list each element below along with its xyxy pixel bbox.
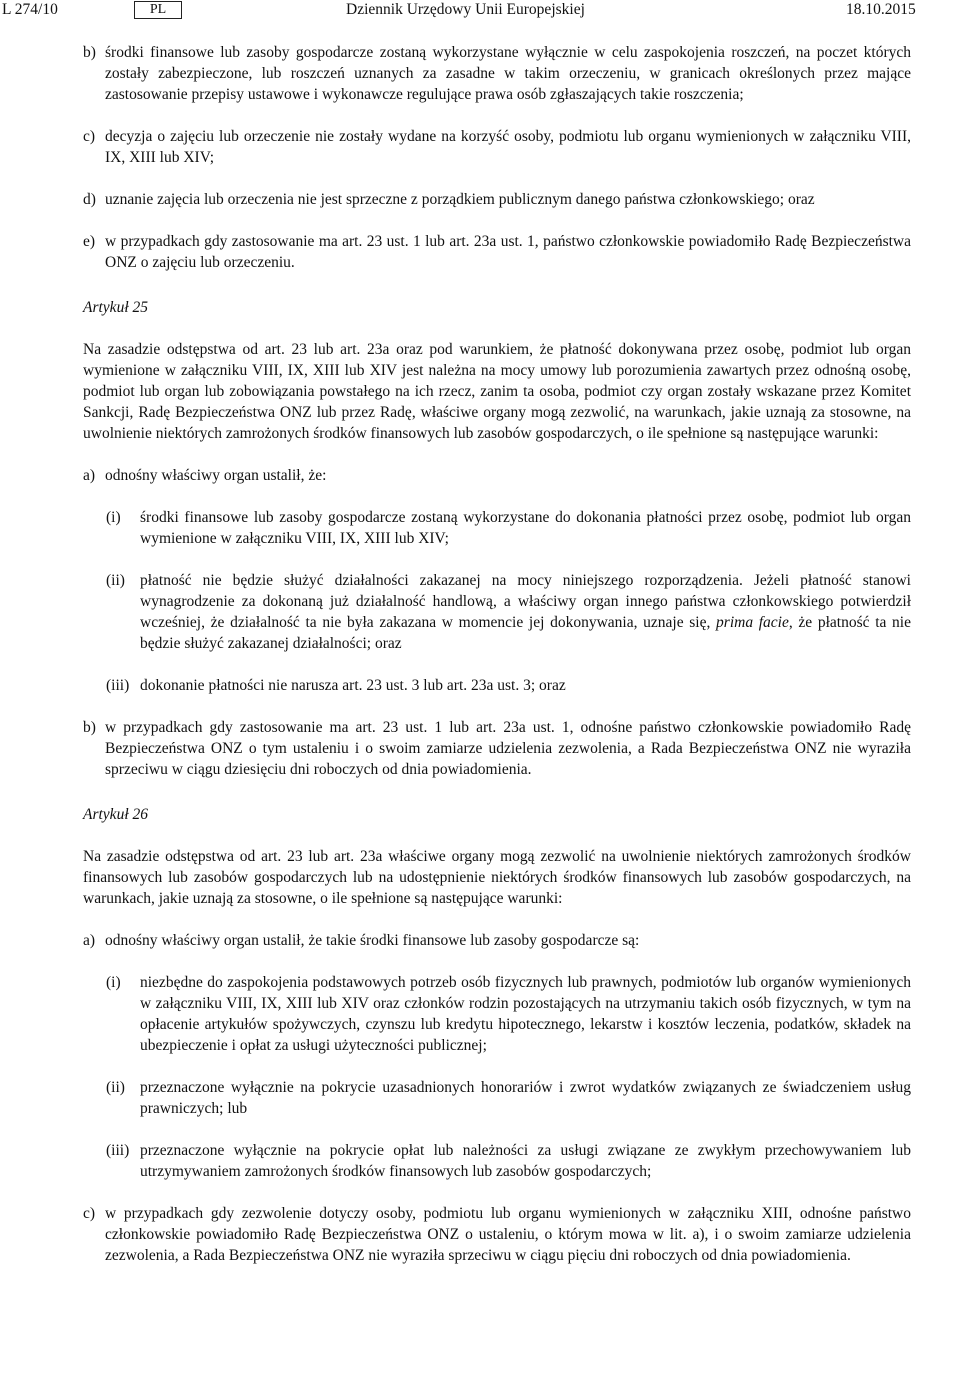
item-label: b)	[83, 44, 96, 61]
item-label: b)	[83, 719, 96, 736]
sub-item-label: (ii)	[106, 572, 125, 589]
document-body	[83, 42, 911, 1287]
sub-item	[83, 972, 911, 1056]
list-item	[83, 126, 911, 168]
sub-item-label: (i)	[106, 509, 121, 526]
item-text: środki finansowe lub zasoby gospodarcze zostaną wykorzystane wyłącznie w celu zaspokojenia roszczeń, na poczet których zostały zabezpieczone, lub roszczeń uznanych za zasadne w takim orzeczeniu, w granicach określonych przez mające zastosowanie przepisy ustawowe i wykonawcze regulujące prawa osób zgłaszających takie roszczenia;	[105, 44, 911, 103]
item-label: c)	[83, 128, 96, 145]
article-26-intro: Na zasadzie odstępstwa od art. 23 lub art. 23a właściwe organy mogą zezwolić na uwolnienie niektórych zamrożonych środków finansowych lub zasobów gospodarczych lub na udostępnienie niektórych środków finansowych lub zasobów gospodarczych, na warunkach, jakie uznają za stosowne, o ile spełnione są następujące warunki:	[83, 848, 911, 907]
sub-item-label: (i)	[106, 974, 121, 991]
item-text: odnośny właściwy organ ustalił, że:	[105, 467, 327, 484]
item-text: w przypadkach gdy zezwolenie dotyczy osoby, podmiotu lub organu wymienionych w załączniku XIII, odnośne państwo członkowskie powiadomiło Radę Bezpieczeństwa ONZ o ustaleniu, o którym mowa w lit. a), i o swoim zamiarze udzielenia zezwolenia, a Rada Bezpieczeństwa ONZ nie wyraziła sprzeciwu w ciągu pięciu dni roboczych od dnia powiadomienia.	[105, 1205, 911, 1264]
sub-item	[83, 1077, 911, 1119]
sub-item-text: niezbędne do zaspokojenia podstawowych potrzeb osób fizycznych lub prawnych, podmiotów lub organów wymienionych w załączniku VIII, IX, XIII lub XIV oraz członków rodzin pozostających na utrzymaniu takich osób fizycznych, w tym na opłacenie artykułów spożywczych, czynszu lub kredytu hipotecznego, lekarstw i kosztów leczenia, podatków, składek na ubezpieczenie i opłat za usługi użyteczności publicznej;	[140, 974, 911, 1054]
sub-item-text: dokonanie płatności nie narusza art. 23 ust. 3 lub art. 23a ust. 3; oraz	[140, 677, 566, 694]
item-label: a)	[83, 932, 96, 949]
publication-date: 18.10.2015	[846, 1, 916, 18]
sub-item-text: przeznaczone wyłącznie na pokrycie uzasadnionych honorariów i zwrot wydatków związanych ze świadczeniem usług prawniczych; lub	[140, 1079, 911, 1117]
item-text: uznanie zajęcia lub orzeczenia nie jest sprzeczne z porządkiem publicznym danego państwa członkowskiego; oraz	[105, 191, 815, 208]
sub-item-text: przeznaczone wyłącznie na pokrycie opłat lub należności za usługi związane ze zwykłym przechowywaniem lub utrzymywaniem zamrożonych środków finansowych lub zasobów gospodarczych;	[140, 1142, 911, 1180]
language-badge: PL	[134, 1, 182, 19]
sub-item-label: (ii)	[106, 1079, 125, 1096]
article-25-title: Artykuł 25	[83, 299, 148, 316]
sub-item	[83, 1140, 911, 1182]
item-label: c)	[83, 1205, 96, 1222]
list-item	[83, 465, 911, 486]
page-header	[0, 0, 960, 22]
sub-item-label: (iii)	[106, 677, 130, 694]
list-item	[83, 717, 911, 780]
sub-item	[83, 675, 911, 696]
sub-item-text	[140, 570, 911, 654]
item-label: d)	[83, 191, 96, 208]
article-25-intro: Na zasadzie odstępstwa od art. 23 lub art. 23a oraz pod warunkiem, że płatność dokonywana przez osobę, podmiot lub organ wymienione w załączniku VIII, IX, XIII lub XIV jest należna na mocy umowy lub porozumienia zawartych przez odnośną osobę, podmiot lub organ lub zobowiązania powstałego na ich rzecz, zanim ta osoba, podmiot czy organ zostały wskazane przez Komitet Sankcji, Radę Bezpieczeństwa ONZ lub przez Radę, właściwe organy mogą zezwolić, na warunkach, jakie uznają za stosowne, na uwolnienie niektórych zamrożonych środków finansowych lub zasobów gospodarczych, o ile spełnione są następujące warunki:	[83, 341, 911, 442]
item-label: e)	[83, 233, 96, 250]
list-item	[83, 231, 911, 273]
sub-item-text: środki finansowe lub zasoby gospodarcze zostaną wykorzystane do dokonania płatności przez osobę, podmiot lub organ wymienione w załączniku VIII, IX, XIII lub XIV;	[140, 509, 911, 547]
sub-item	[83, 507, 911, 549]
sub-item-text-part: , że płatność ta nie będzie służyć zakazanej działalności; oraz	[140, 614, 911, 652]
list-item	[83, 189, 911, 210]
item-text: decyzja o zajęciu lub orzeczenie nie zostały wydane na korzyść osoby, podmiotu lub organu wymienionych w załączniku VIII, IX, XIII lub XIV;	[105, 128, 911, 166]
latin-phrase: prima facie	[716, 614, 789, 631]
item-label: a)	[83, 467, 96, 484]
item-text: w przypadkach gdy zastosowanie ma art. 23 ust. 1 lub art. 23a ust. 1, państwo członkowskie powiadomiło Radę Bezpieczeństwa ONZ o zajęciu lub orzeczeniu.	[105, 233, 911, 271]
page-number: L 274/10	[2, 1, 58, 18]
sub-item	[83, 570, 911, 654]
journal-title: Dziennik Urzędowy Unii Europejskiej	[346, 1, 585, 18]
sub-item-label: (iii)	[106, 1142, 130, 1159]
list-item	[83, 42, 911, 105]
item-text: odnośny właściwy organ ustalił, że takie środki finansowe lub zasoby gospodarcze są:	[105, 932, 640, 949]
list-item	[83, 1203, 911, 1266]
article-26-title: Artykuł 26	[83, 806, 148, 823]
sub-item-text-part: płatność nie będzie służyć działalności zakazanej na mocy niniejszego rozporządzenia. Jeżeli płatność stanowi wynagrodzenie za dokonaną już działalność handlową, a właściwy organ innego państwa członkowskiego potwierdził wcześniej, że działalność ta nie była zakazana w momencie jej dokonywania, uznaje się,	[140, 572, 911, 631]
item-text: w przypadkach gdy zastosowanie ma art. 23 ust. 1 lub art. 23a ust. 1, odnośne państwo członkowskie powiadomiło Radę Bezpieczeństwa ONZ o tym ustaleniu i o swoim zamiarze udzielenia zezwolenia, a Rada Bezpieczeństwa ONZ nie wyraziła sprzeciwu w ciągu dziesięciu dni roboczych od dnia powiadomienia.	[105, 719, 911, 778]
list-item	[83, 930, 911, 951]
